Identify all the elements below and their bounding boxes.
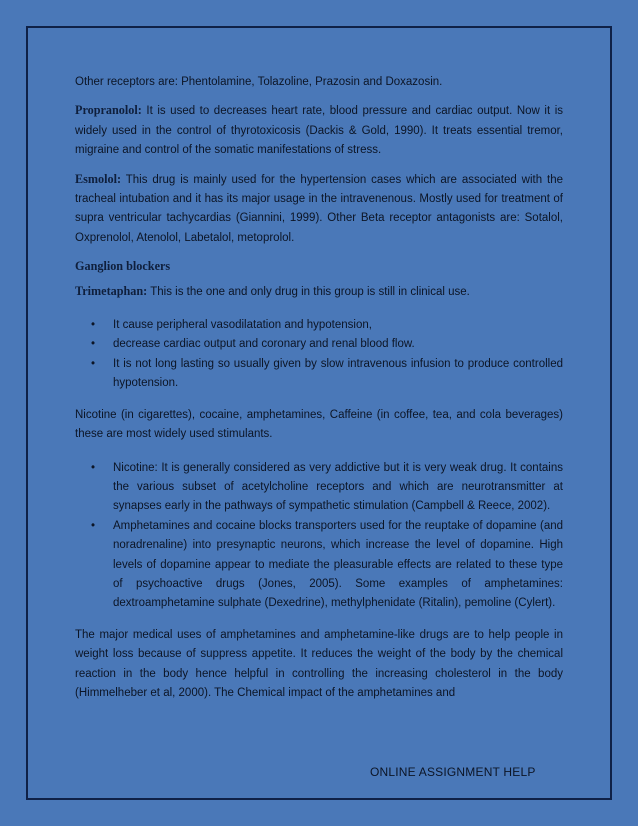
esmolol-paragraph (75, 170, 563, 249)
list-item: • Nicotine: It is generally considered as very addictive but it is very weak drug. It contains the various subset of acetylcholine receptors and which are neurotransmitter at synapses early in the pathways of sympathetic stimulation (Campbell & Reece, 2002). (75, 459, 563, 517)
bullet-icon: • (91, 357, 96, 370)
esmolol-label: Esmolol: (75, 171, 122, 186)
list-item: • It cause peripheral vasodilatation and hypotension, (75, 316, 563, 335)
bullet-icon: • (91, 338, 96, 351)
ganglion-heading: Ganglion blockers (75, 259, 171, 274)
stimulants-intro: Nicotine (in cigarettes), cocaine, amphetamines, Caffeine (in coffee, tea, and cola beverages) these are most widely used stimulants. (75, 408, 563, 441)
intro-paragraph: Other receptors are: Phentolamine, Tolazoline, Prazosin and Doxazosin. (75, 76, 443, 88)
trimetaphan-text: This is the one and only drug in this group is still in clinical use. (150, 285, 470, 298)
propranolol-paragraph (75, 101, 563, 160)
list-item: • Amphetamines and cocaine blocks transporters used for the reuptake of dopamine (and noradrenaline) into presynaptic neurons, which increase the level of dopamine. High levels of dopamine appear to mediate the pleasurable effects are related to these type of psychoactive drugs (Jones, 2005). Some examples of amphetamines: dextroamphetamine sulphate (Dexedrine), methylphenidate (Ritalin), pemoline (Cylert). (75, 517, 563, 614)
trimetaphan-label: Trimetaphan: (75, 283, 148, 298)
bullet-icon: • (91, 519, 96, 532)
propranolol-text: It is used to decreases heart rate, blood pressure and cardiac output. Now it is widely used in the control of thyrotoxicosis (Dackis & Gold, 1990). It treats essential tremor, migraine and control of the somatic manifestations of stress. (75, 105, 563, 157)
closing-paragraph: The major medical uses of amphetamines and amphetamine-like drugs are to help people in weight loss because of suppress appetite. It reduces the weight of the body by the chemical reaction in the body hence helpful in controlling the increasing cholesterol in the body (Himmelheber et al, 2000). The Chemical impact of the amphetamines and (75, 628, 563, 699)
stimulants-list (75, 459, 563, 614)
trimetaphan-list (75, 316, 563, 394)
propranolol-label: Propranolol: (75, 103, 142, 118)
trimetaphan-paragraph (75, 282, 563, 302)
esmolol-text: This drug is mainly used for the hypertension cases which are associated with the tracheal intubation and it has its major usage in the intravenenous. Mostly used for treatment of supra ventricular tachycardias (Giannini, 1999). Other Beta receptor antagonists are: Sotalol, Oxprenolol, Atenolol, Labetalol, metoprolol. (75, 173, 563, 244)
document-body (75, 73, 563, 712)
footer-brand: ONLINE ASSIGNMENT HELP (370, 765, 536, 779)
list-item: • It is not long lasting so usually given by slow intravenous infusion to produce controlled hypotension. (75, 355, 563, 394)
bullet-icon: • (91, 319, 96, 332)
list-item: • decrease cardiac output and coronary and renal blood flow. (75, 335, 563, 354)
bullet-icon: • (91, 461, 96, 474)
